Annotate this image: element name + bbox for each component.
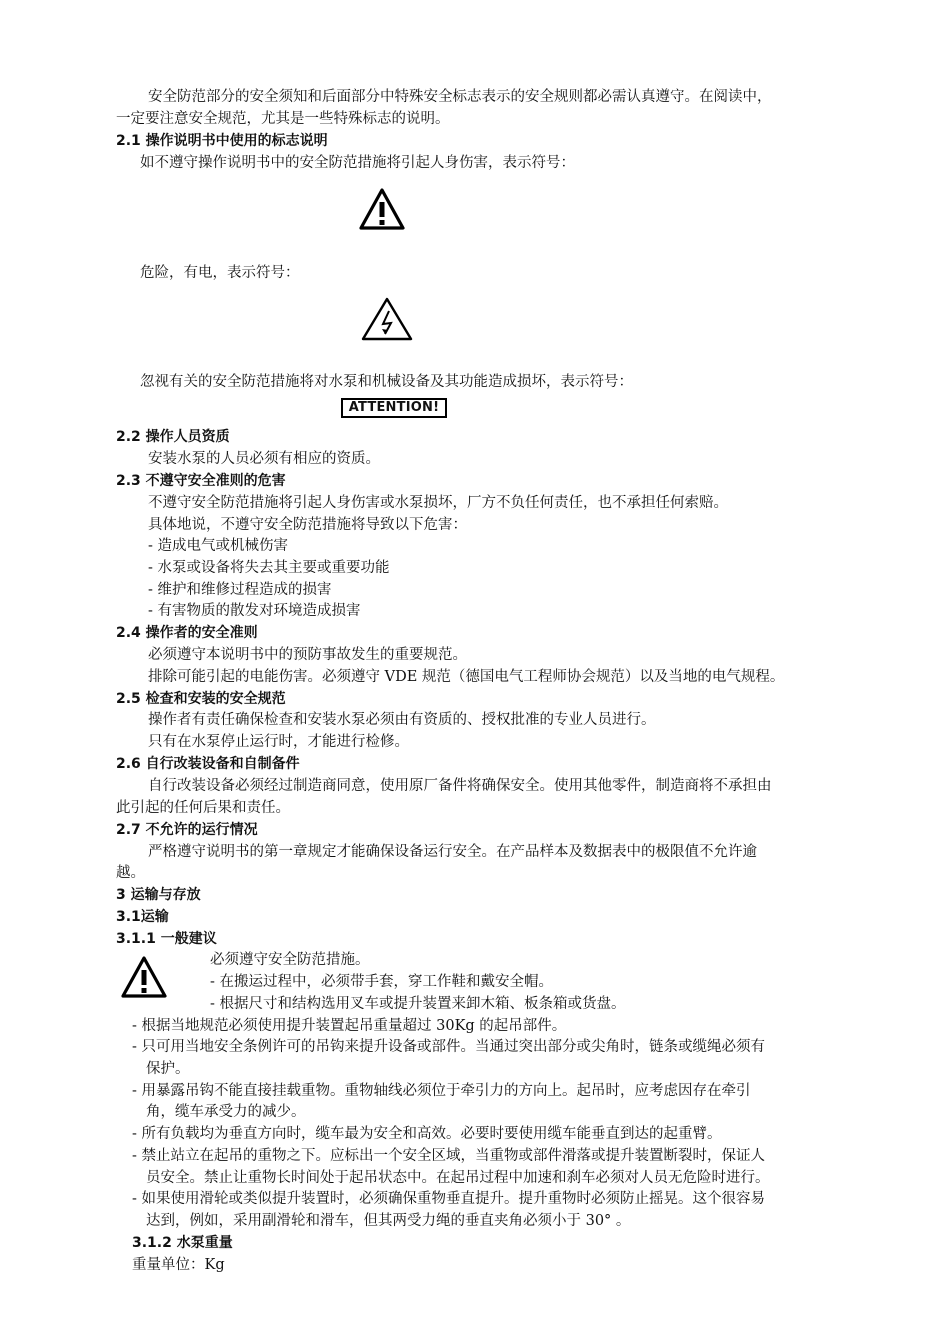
heading-2-6: 2.6 自行改装设备和自制备件 — [116, 756, 300, 772]
paragraph: 自行改装设备必须经过制造商同意，使用原厂备件将确保安全。使用其他零件，制造商将不承担由 — [148, 778, 772, 794]
heading-3-1-1: 3.1.1 一般建议 — [116, 931, 217, 947]
list-item: - 根据当地规范必须使用提升装置起吊重量超过 30Kg 的起吊部件。 — [132, 1018, 567, 1034]
heading-3-1-2: 3.1.2 水泵重量 — [132, 1235, 233, 1251]
heading-2-3: 2.3 不遵守安全准则的危害 — [116, 473, 286, 489]
list-item: - 水泵或设备将失去其主要或重要功能 — [148, 560, 390, 576]
list-item: - 有害物质的散发对环境造成损害 — [148, 603, 361, 619]
heading-2-5: 2.5 检查和安装的安全规范 — [116, 691, 286, 707]
high-voltage-icon — [360, 296, 414, 342]
paragraph: 危险，有电，表示符号： — [140, 265, 300, 281]
intro-line-2: 一定要注意安全规范，尤其是一些特殊标志的说明。 — [116, 111, 450, 127]
paragraph: 必须遵守本说明书中的预防事故发生的重要规范。 — [148, 647, 467, 663]
paragraph: 只有在水泵停止运行时，才能进行检修。 — [148, 734, 409, 750]
warning-triangle-icon — [358, 187, 406, 231]
paragraph: 具体地说，不遵守安全防范措施将导致以下危害： — [148, 517, 467, 533]
paragraph: 安装水泵的人员必须有相应的资质。 — [148, 451, 380, 467]
warning-triangle-icon — [120, 955, 168, 999]
list-item: - 造成电气或机械伤害 — [148, 538, 289, 554]
list-item: - 根据尺寸和结构选用叉车或提升装置来卸木箱、板条箱或货盘。 — [210, 996, 626, 1012]
paragraph: 操作者有责任确保检查和安装水泵必须由有资质的、授权批准的专业人员进行。 — [148, 712, 656, 728]
paragraph: 严格遵守说明书的第一章规定才能确保设备运行安全。在产品样本及数据表中的极限值不允许逾 — [148, 844, 757, 860]
heading-3-1: 3.1运输 — [116, 909, 169, 925]
list-item: - 在搬运过程中，必须带手套，穿工作鞋和戴安全帽。 — [210, 974, 554, 990]
paragraph: 忽视有关的安全防范措施将对水泵和机械设备及其功能造成损坏，表示符号： — [140, 374, 633, 390]
list-item: - 如果使用滑轮或类似提升装置时，必须确保重物垂直提升。提升重物时必须防止摇晃。这个很容易 — [132, 1191, 766, 1207]
paragraph: 重量单位：Kg — [132, 1257, 225, 1273]
paragraph: 越。 — [116, 865, 145, 881]
heading-3: 3 运输与存放 — [116, 887, 201, 903]
list-item-cont: 保护。 — [146, 1061, 190, 1077]
list-item: - 维护和维修过程造成的损害 — [148, 582, 332, 598]
list-item: - 所有负载均为垂直方向时，缆车最为安全和高效。必要时要使用缆车能垂直到达的起重臂。 — [132, 1126, 722, 1142]
paragraph: 此引起的任何后果和责任。 — [116, 800, 290, 816]
attention-sign: ATTENTION! — [341, 398, 447, 418]
list-item: - 只可用当地安全条例许可的吊钩来提升设备或部件。当通过突出部分或尖角时，链条或缆绳必须有 — [132, 1039, 766, 1055]
paragraph: 不遵守安全防范措施将引起人身伤害或水泵损坏，厂方不负任何责任，也不承担任何索赔。 — [148, 495, 728, 511]
heading-2-2: 2.2 操作人员资质 — [116, 429, 230, 445]
intro-line-1: 安全防范部分的安全须知和后面部分中特殊安全标志表示的安全规则都必需认真遵守。在阅读中， — [148, 89, 772, 105]
list-item-cont: 达到，例如，采用副滑轮和滑车，但其两受力绳的垂直夹角必须小于 30° 。 — [146, 1213, 631, 1229]
paragraph: 排除可能引起的电能伤害。必须遵守 VDE 规范（德国电气工程师协会规范）以及当地的电气规程。 — [148, 669, 785, 685]
list-item-cont: 员安全。禁止让重物长时间处于起吊状态中。在起吊过程中加速和刹车必须对人员无危险时进行。 — [146, 1170, 770, 1186]
list-item: - 禁止站立在起吊的重物之下。应标出一个安全区域，当重物或部件滑落或提升装置断裂时，保证人 — [132, 1148, 766, 1164]
list-item: - 用暴露吊钩不能直接挂载重物。重物轴线必须位于牵引力的方向上。起吊时，应考虑因存在牵引 — [132, 1083, 751, 1099]
heading-2-1: 2.1 操作说明书中使用的标志说明 — [116, 133, 328, 149]
heading-2-7: 2.7 不允许的运行情况 — [116, 822, 258, 838]
paragraph: 如不遵守操作说明书中的安全防范措施将引起人身伤害，表示符号： — [140, 155, 575, 171]
paragraph: 必须遵守安全防范措施。 — [210, 952, 370, 968]
list-item-cont: 角，缆车承受力的减少。 — [146, 1104, 306, 1120]
heading-2-4: 2.4 操作者的安全准则 — [116, 625, 258, 641]
